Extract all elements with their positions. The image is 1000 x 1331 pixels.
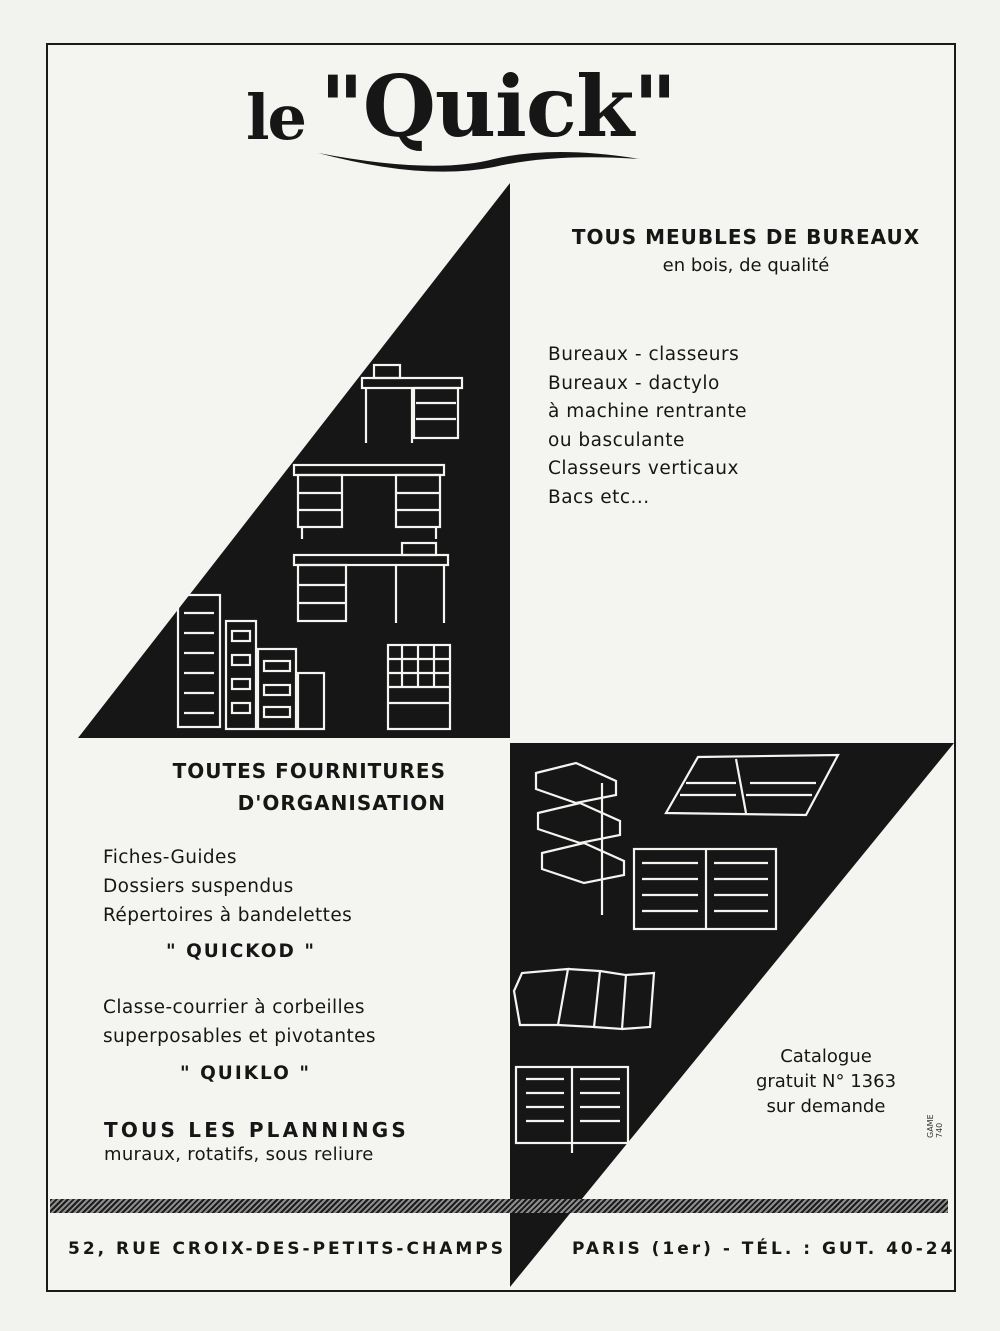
street-address: 52, RUE CROIX-DES-PETITS-CHAMPS (68, 1239, 506, 1259)
catalogue-note (706, 1044, 946, 1119)
catalogue-line: sur demande (766, 1096, 886, 1117)
plannings-heading: TOUS LES PLANNINGS (104, 1118, 409, 1142)
list-item: Bureaux - classeurs (548, 344, 740, 365)
printer-imprint: GAME 740 (926, 1114, 944, 1138)
mail-sorter-list (103, 993, 376, 1051)
list-item: Classe-courrier à corbeilles (103, 997, 365, 1018)
plannings-section (104, 1118, 409, 1165)
furniture-subheading: en bois, de qualité (662, 255, 830, 276)
hatched-divider (50, 1199, 948, 1213)
product-name-quiklo: " QUIKLO " (180, 1063, 311, 1084)
supplies-heading-line: TOUTES FOURNITURES (172, 759, 446, 783)
list-item: Bacs etc... (548, 486, 650, 508)
list-item: Répertoires à bandelettes (103, 905, 353, 926)
upper-black-triangle (78, 183, 510, 738)
list-item: Bureaux - dactylo (548, 372, 720, 394)
supplies-heading-line: D'ORGANISATION (237, 791, 446, 815)
list-item: Dossiers suspendus (103, 876, 294, 897)
furniture-list (548, 341, 747, 512)
furniture-section (546, 225, 946, 276)
list-item: Classeurs verticaux (548, 458, 739, 479)
logo-prefix: le (246, 81, 305, 154)
list-item: à machine rentrante (548, 401, 747, 422)
catalogue-line: Catalogue (780, 1046, 872, 1067)
brand-logo (244, 53, 714, 168)
list-item: superposables et pivotantes (103, 1026, 376, 1047)
advertisement (46, 43, 956, 1292)
product-name-quickod: " QUICKOD " (166, 941, 316, 962)
city-phone: PARIS (1er) - TÉL. : GUT. 40-24 (572, 1239, 956, 1259)
plannings-subheading: muraux, rotatifs, sous reliure (104, 1144, 374, 1165)
catalogue-line: gratuit N° 1363 (755, 1071, 897, 1092)
logo-swoosh (314, 145, 644, 173)
furniture-heading: TOUS MEUBLES DE BUREAUX (571, 225, 921, 249)
list-item: Fiches-Guides (103, 847, 237, 868)
logo-wordmark: "Quick" (320, 57, 677, 156)
list-item: ou basculante (548, 429, 685, 451)
supplies-heading (82, 755, 446, 819)
supplies-list (103, 843, 352, 930)
